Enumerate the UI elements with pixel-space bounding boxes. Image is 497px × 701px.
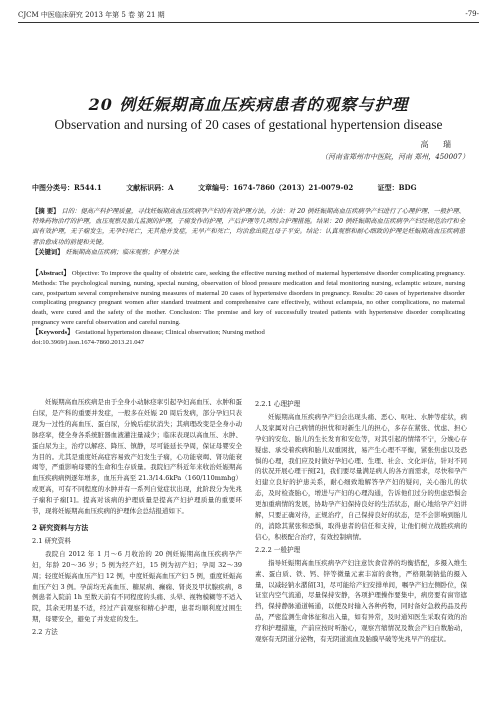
running-header (18, 8, 479, 23)
abstract-en-label: 【Abstract】 (32, 270, 71, 277)
paragraph: 指导妊娠期高血压疾病孕产妇注意饮食营养的均衡搭配，多摄入维生素、蛋白质、铁、钙、锌等微量元素丰富的食物，严格限制钠盐的摄入量，以减轻钠水潴留[3]，尽可能给产妇安排单间，嘱孕产妇左侧卧位，保证室内空气流通，尽量保持安静，各项护理操作要集中，病房要有窗帘遮挡，保持静脉通道畅通，以便及时输入各种药物，同时备好急救药品及药品，严密监测生命体征和出入量，如有异常，及时通知医生采取有效的治疗和护理措施，产前应按时听胎心，观察宫缩情况及数会产妇自数胎动，观察有无阴道分泌物，有无阴道流血及胎膜早破等先兆早产的症状。 (255, 558, 467, 644)
abstract-chinese (32, 207, 465, 258)
keywords-en-text: Gestational hypertension disease; Clinical observation; Nursing method (75, 328, 265, 336)
abstract-text: 目的：提高产科护理质量，寻找妊娠期高血压疾病孕产妇的有效护理方法。方法：对 20 例妊娠期高血压疾病孕产妇进行了心理护理、一般护理、特殊药物治疗的护理，血压观察及胎儿监测的护理，子痫发作的护理，产后护理等几项综合护理措施。结果：20 例妊娠期高血压疾病孕产妇经规范治疗和全面有效护理，无子痫发生，无孕妇死亡，无其他并发症，无早产和死亡，均治愈出院且母子平安。结论：认真观察和耐心细致的护理是妊娠期高血压疾病患者治愈成功的前提和关键。 (32, 208, 465, 246)
keywords-en-label: 【Keywords】 (32, 328, 74, 336)
classification-line (32, 183, 439, 193)
page-number: -79- (465, 10, 479, 18)
clc-number: 中图分类号：R544.1 (32, 183, 102, 192)
doi: doi:10.3969/j.issn.1674-7860.2013.21.047 (32, 338, 145, 346)
subsection-heading: 2.1 研究资料 (32, 536, 71, 545)
abstract-label: 【摘 要】 (32, 208, 60, 215)
syndrome-type: 证型：BDG (377, 183, 417, 192)
abstract-en-text: Objective: To improve the quality of obstetric care, seeking the effective nursing method of maternal hypertensive disorder complicating pregnancy. Methods: The psychological nursing, nursing, special nursing, observation of blood pressure medication and fetal monitoring nursing, eclamptic seizure, nursing care, postpartum several comprehensive nursing measures of maternal 20 cases of hypertensive disorders in pregnancy. Results: 20 cases of hypertensive disorder complicating pregnancy pregnant women after standard treatment and comprehensive care effectively, without eclampsia, no other complications, no maternal death, were cured and the safety of the mother. Conclusion: The premise and key of successfully treated patients with hypertensive disorder complicating pregnancy were careful observation and careful nursing. (32, 270, 465, 326)
left-column (32, 397, 242, 640)
article-number: 文章编号：1674-7860（2013）21-0079-02 (198, 183, 354, 192)
right-column (255, 397, 467, 645)
subsection-heading: 2.2 方法 (32, 628, 58, 637)
abstract-english (32, 269, 465, 347)
paragraph: 妊娠期高血压疾病孕产妇会出现头痛、恶心、呕吐、水肿等症状，病人及家属对自己病情的担忧和对新生儿的担心，多存在紧张、忧虑、担心孕妇的安危、胎儿的生长发育和安危等，对其引起的情绪不宁，分娩心存疑虑、承受着疾病和胎儿双重困扰，易产生心理不平衡，紧张焦虑以及恐惧的心理，我们应及时做好孕妇心理、生理、社会、文化评估，针对不同的状况开展心理干预[2]，我们要尽量满足病人的各方面需求，尽快和孕产妇建立良好的护患关系，耐心细致地解答孕产妇的疑问，关心胎儿的状态，及时检查胎心，增进与产妇的心理沟通，告诉他们过分的焦虑恐惧会更加重病情的发展，协助孕产妇保持良好的生活状态，耐心地给孕产妇讲解，只要正确对待，正规治疗，自己保持良好的状态，是不会影响到胎儿的，消除其紧张和恐惧，取得患者的信任和支持，让他们树立战胜疾病的信心，积极配合治疗，有效控制病情。 (255, 412, 467, 541)
title-english: Observation and nursing of 20 cases of gestational hypertension disease (54, 117, 443, 132)
keywords-label: 【关键词】 (32, 248, 64, 256)
subsection-heading: 2.2.1 心理护理 (255, 400, 301, 408)
section-heading: 2 研究资料与方法 (32, 522, 89, 532)
affiliation: （河南省郑州市中医院，河南 郑州，450007） (321, 153, 469, 161)
subsection-heading: 2.2.2 一般护理 (255, 545, 301, 554)
document-code: 文献标识码：A (126, 183, 174, 192)
title-chinese: 20 例妊娠期高血压疾病患者的观察与护理 (88, 95, 409, 114)
paragraph: 我院自 2012 年 1 月～6 月收治的 20 例妊娠期高血压疾病孕产妇，年龄 20～36 岁；5 例为经产妇，15 例为初产妇；孕周 32～39 周；轻度妊娠高血压产妇 12 例，中度妊娠高血压产妇 5 例，重度妊娠高血压产妇 3 例。孕前均无高血压、糖尿病、癫痫、肾炎及甲状腺疾病，8 例患者入院前 1h 至数天前有不同程度的头痛、头晕、视物模糊等不适入院，其余无明显不适，经过产前观察和精心护理，患者均顺利度过围生期，母婴安全，避免了并发症的发生。 (32, 549, 242, 624)
keywords-text: 妊娠期高血压疾病；临床观察；护理方法 (65, 248, 179, 256)
intro-paragraph: 妊娠期高血压疾病是由于全身小动脉痉挛引起孕妇高血压、水肿和蛋白尿，是产科的重要并发症，一般多在妊娠 20 周后发病，部分孕妇只表现为一过性的高血压、蛋白尿，分娩后症状消失；其病理改变是全身小动脉痉挛，使全身各系统脏器血液灌注量减少；临床表现以高血压、水肿、蛋白尿为主，治疗以解痉、降压、镇静，尽可能延长孕周，保证母婴安全为目的。尤其是重度妊高症容易致产妇发生子痫，心功能衰竭、肾功能衰竭等，严重影响母婴的生命和生存质量。我院妇产科近年来收治妊娠期高血压疾病病例逐年增多，血压升高至 21.3/14.6kPa（160/110mmhg）或更高，可有不同程度的水肿并有一系列自觉症状出现，此阶段分为先兆子痫和子痫[1]。提高对该病的护理质量是提高产妇护理质量的重要环节，现将妊娠期高血压疾病的护理体会总结报道如下。 (32, 398, 242, 516)
journal-header: CJCM 中医临床研究 2013 年第 5 卷 第 21 期 (18, 11, 165, 19)
author: 高 瑞 (420, 140, 457, 149)
